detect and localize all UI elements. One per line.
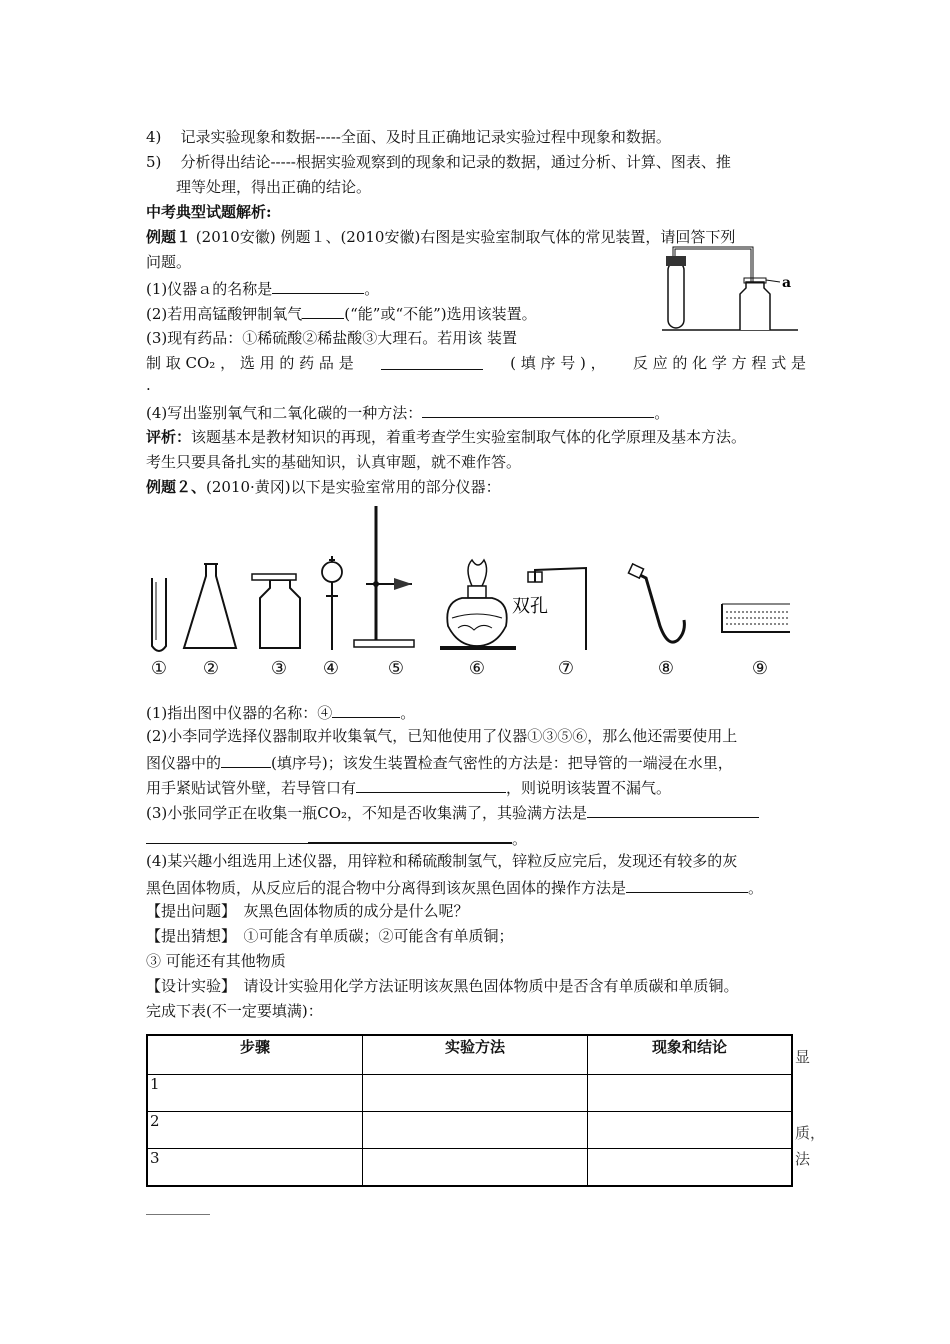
answer-blank[interactable] <box>146 827 308 844</box>
q-text: (1)仪器ａ的名称是 <box>146 280 273 298</box>
water-trough-icon <box>722 604 790 632</box>
instrument-number-9: ⑨ <box>751 658 769 679</box>
q-text: (4)写出鉴别氧气和二氧化碳的一种方法： <box>146 404 423 422</box>
ex1-line-1 <box>146 227 735 247</box>
comment-label: 评析： <box>146 428 192 446</box>
answer-blank[interactable] <box>587 801 759 818</box>
ex1-line-2: 问题。 <box>146 253 192 271</box>
section-title: 中考典型试题解析: <box>146 203 272 221</box>
comment-text: 该题基本是教材知识的再现，着重考查学生实验室制取气体的化学原理及基本方法。 <box>191 428 747 446</box>
footnote-rule <box>146 1214 210 1215</box>
q-text: (1)指出图中仪器的名称：④ <box>146 704 333 722</box>
ex1-q4 <box>146 401 669 423</box>
test-tube-icon <box>152 578 166 651</box>
ex2-q3-line2 <box>146 826 527 849</box>
instrument-number-4: ④ <box>322 658 340 679</box>
answer-blank[interactable] <box>422 401 654 418</box>
header-step: 步骤 <box>147 1035 363 1075</box>
table-row <box>147 1075 792 1112</box>
instrument-number-2: ② <box>202 658 220 679</box>
item-text: 记录实验现象和数据-----全面、及时且正确地记录实验过程中现象和数据。 <box>180 128 671 146</box>
bent-tube-icon <box>628 564 684 642</box>
q-text: (“能”或“不能”)选用该装置。 <box>344 305 537 323</box>
q-text: 反 应 的 化 学 方 程 式 是 <box>632 354 806 372</box>
ex2-q3-line1 <box>146 801 759 823</box>
q-text: 制 取 CO₂ ， 选 用 的 药 品 是 <box>146 354 354 372</box>
hypothesis-line-1: 【提出猜想】 ①可能含有单质碳；②可能含有单质铜； <box>146 927 514 945</box>
q-text: 图仪器中的 <box>146 754 222 772</box>
step-cell: 2 <box>147 1112 363 1149</box>
q-end: 。 <box>748 879 764 897</box>
bleed-text: 法 <box>795 1150 811 1168</box>
ex2-q1 <box>146 701 415 723</box>
stopper-with-tube-icon <box>512 568 586 650</box>
experiment-table <box>146 1034 793 1187</box>
method-cell[interactable] <box>363 1075 588 1112</box>
design-line-2: 完成下表(不一定要填满)： <box>146 1002 323 1020</box>
ex2-text: (2010·黄冈)以下是实验室常用的部分仪器： <box>206 478 501 496</box>
ex2-q4-line1: (4)某兴趣小组选用上述仪器，用锌粒和稀硫酸制氢气，锌粒反应完后，发现还有较多的灰 <box>146 852 738 870</box>
ex2-q2-line3 <box>146 776 671 798</box>
table-header-row <box>147 1035 792 1075</box>
alcohol-lamp-icon <box>440 560 516 650</box>
result-cell[interactable] <box>588 1149 793 1187</box>
q-text: 黑色固体物质，从反应后的混合物中分离得到该灰黑色固体的操作方法是 <box>146 879 627 897</box>
answer-blank[interactable] <box>332 701 400 718</box>
q-text: (2)若用高锰酸钾制氧气 <box>146 305 303 323</box>
answer-blank[interactable] <box>272 277 364 294</box>
ex2-q2-line1: (2)小李同学选择仪器制取并收集氧气，已知他使用了仪器①③⑤⑥，那么他还需要使用上 <box>146 727 738 745</box>
ex2-q4-line2 <box>146 876 763 898</box>
intro-item-5-cont: 理等处理，得出正确的结论。 <box>176 178 372 196</box>
item-number: 5) <box>146 153 162 171</box>
table-row <box>147 1112 792 1149</box>
ex2-q2-line2 <box>146 751 733 773</box>
q-end: 。 <box>512 830 528 848</box>
instrument-number-7: ⑦ <box>557 658 575 679</box>
ex1-q3-line2 <box>146 353 806 373</box>
comment-line-1 <box>146 427 746 447</box>
ex1-label: 例题１ <box>146 228 192 246</box>
hypothesis-line-2: ③ 可能还有其他物质 <box>146 952 286 970</box>
answer-blank[interactable] <box>626 876 748 893</box>
q-end: 。 <box>654 404 670 422</box>
result-cell[interactable] <box>588 1075 793 1112</box>
ask-question: 【提出问题】 灰黑色固体物质的成分是什么呢？ <box>146 902 469 920</box>
answer-blank[interactable] <box>221 751 271 768</box>
conical-flask-icon <box>184 564 236 648</box>
item-number: 4) <box>146 128 162 146</box>
instrument-number-3: ③ <box>270 658 288 679</box>
bleed-text: 质， <box>795 1124 826 1142</box>
method-cell[interactable] <box>363 1149 588 1187</box>
ex1-q1 <box>146 277 379 299</box>
answer-blank[interactable] <box>302 302 344 319</box>
apparatus-label-a: a <box>782 275 792 291</box>
iron-stand-icon <box>354 506 414 647</box>
instrument-number-8: ⑧ <box>657 658 675 679</box>
instrument-number-6: ⑥ <box>468 658 486 679</box>
answer-blank[interactable] <box>308 826 512 844</box>
item-text: 分析得出结论-----根据实验观察到的现象和记录的数据，通过分析、计算、图表、推 <box>180 153 731 171</box>
q-text: (3)小张同学正在收集一瓶CO₂，不知是否收集满了，其验满方法是 <box>146 804 588 822</box>
header-result: 现象和结论 <box>588 1035 793 1075</box>
stopper-label: 双孔 <box>512 596 548 617</box>
table-row <box>147 1149 792 1187</box>
q-text: (填序号)；该发生装置检查气密性的方法是：把导管的一端浸在水里， <box>271 754 733 772</box>
instrument-number-1: ① <box>150 658 168 679</box>
intro-item-5 <box>146 152 731 172</box>
intro-item-4 <box>146 127 671 147</box>
design-line-1: 【设计实验】 请设计实验用化学方法证明该灰黑色固体物质中是否含有单质碳和单质铜。 <box>146 977 739 995</box>
answer-blank[interactable] <box>381 353 483 370</box>
ex2-label: 例题２、 <box>146 478 207 496</box>
result-cell[interactable] <box>588 1112 793 1149</box>
gas-generation-apparatus-figure <box>660 242 800 334</box>
separatory-funnel-icon <box>322 556 342 650</box>
ex1-q3: (3)现有药品：①稀硫酸②稀盐酸③大理石。若用该 装置 <box>146 329 518 347</box>
bleed-text: 显 <box>795 1048 811 1066</box>
header-method: 实验方法 <box>363 1035 588 1075</box>
lab-instruments-figure <box>140 500 790 660</box>
q-end: 。 <box>364 280 380 298</box>
method-cell[interactable] <box>363 1112 588 1149</box>
ex1-q3-line3: . <box>146 376 151 394</box>
instrument-number-5: ⑤ <box>387 658 405 679</box>
q-text: ，则说明该装置不漏气。 <box>506 779 672 797</box>
comment-line-2: 考生只要具备扎实的基础知识，认真审题，就不难作答。 <box>146 453 522 471</box>
ex1-q2 <box>146 302 537 324</box>
step-cell: 1 <box>147 1075 363 1112</box>
ex1-text: (2010安徽) 例题１、(2010安徽)右图是实验室制取气体的常见装置，请回答下列 <box>195 228 736 246</box>
gas-bottle-icon <box>252 574 300 648</box>
step-cell: 3 <box>147 1149 363 1187</box>
ex2-line-1 <box>146 477 501 497</box>
q-end: 。 <box>400 704 416 722</box>
q-text: 用手紧贴试管外壁，若导管口有 <box>146 779 357 797</box>
answer-blank[interactable] <box>356 776 506 793</box>
q-text: ( 填 序 号 ) ， <box>510 354 606 372</box>
